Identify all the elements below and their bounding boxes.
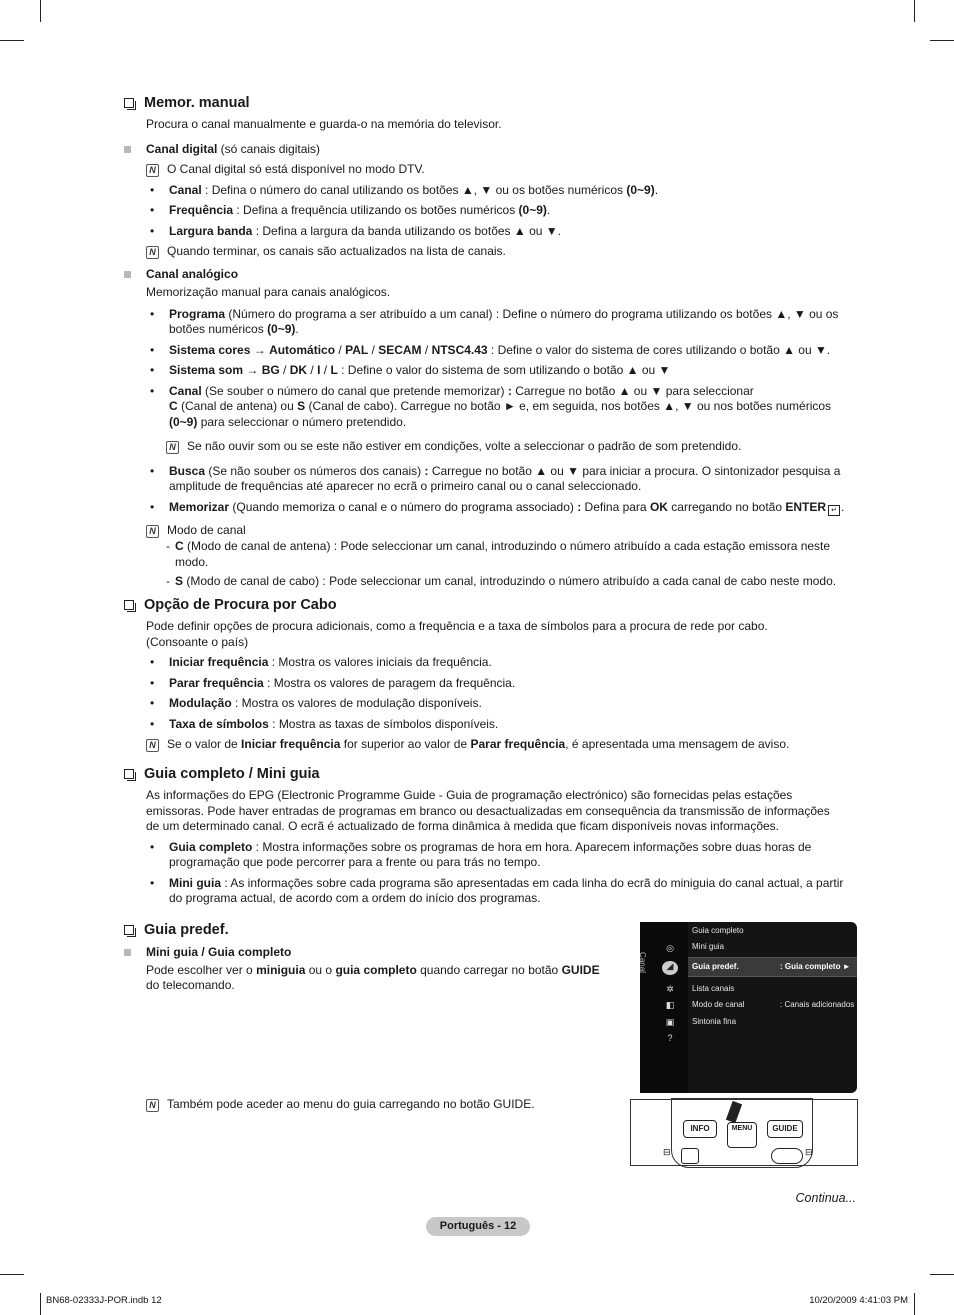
subheading-canal-analogico: Canal analógico	[124, 267, 860, 283]
menu-sidebar	[637, 922, 688, 1093]
crop-mark	[914, 0, 915, 22]
list-item: • Frequência : Defina a frequência utilizando os botões numéricos (0~9).	[150, 203, 551, 217]
note: N Também pode aceder ao menu do guia carregando no botão GUIDE.	[146, 1097, 535, 1113]
menu-item: Modo de canal : Canais adicionados	[692, 1000, 855, 1009]
note: N Quando terminar, os canais são actualizados na lista de canais.	[146, 244, 860, 260]
ttx-icon: ⊟	[663, 1147, 671, 1157]
menu-item: Sintonia fina	[692, 1017, 737, 1026]
list-item: • Iniciar frequência : Mostra os valores iniciais da frequência.	[150, 655, 492, 669]
square-bullet-icon	[124, 271, 131, 278]
section-heading: Opção de Procura por Cabo	[120, 597, 860, 613]
section-heading: Memor. manual	[120, 95, 860, 111]
crop-mark	[0, 40, 24, 41]
page-number-badge: Português - 12	[426, 1217, 530, 1236]
section-procura-cabo	[120, 597, 860, 753]
list-item: • Guia completo : Mostra informações sobre os programas de hora em hora. Aparecem informações sobre duas horas de programação que pode percorrer para a frente ou para trás no tempo.	[150, 839, 812, 869]
note-icon: N	[146, 246, 159, 259]
paragraph: As informações do EPG (Electronic Programme Guide - Guia de programação electrónico) são fornecidas pelas estações emissoras. Pode haver entradas de programas em branco ou desactualizadas em consequência da transmissão de informações de um determinado canal. O ecrã é actualizado de forma dinâmica à medida que ficam disponíveis novas informações.	[146, 788, 830, 833]
menu-item: Mini guia	[692, 942, 725, 951]
note-icon: N	[166, 441, 179, 454]
list-item: • Modulação : Mostra os valores de modulação disponíveis.	[150, 696, 482, 710]
paragraph: Pode escolher ver o miniguia ou o guia completo quando carregar no botão GUIDE do telecomando.	[146, 962, 600, 992]
paragraph: Memorização manual para canais analógicos.	[146, 285, 391, 299]
list-item: • Mini guia : As informações sobre cada programa são apresentadas em cada linha do ecrã do miniguia do canal actual, a partir do programa actual, de acordo com a ordem do início dos programas.	[150, 875, 844, 905]
list-item: • Canal : Defina o número do canal utilizando os botões ▲, ▼ ou os botões numéricos (0~9).	[150, 182, 659, 197]
tv-menu-screenshot	[637, 922, 857, 1093]
menu-item: Guia predef. : Guia completo ►	[692, 962, 851, 971]
list-item: - S (Modo de canal de cabo) : Pode seleccionar um canal, introduzindo o número atribuído a cada canal de cabo neste modo.	[166, 574, 837, 588]
input-icon: ◧	[665, 1000, 675, 1010]
remote-control-illustration	[630, 1099, 858, 1166]
list-item: • Taxa de símbolos : Mostra as taxas de símbolos disponíveis.	[150, 716, 499, 731]
list-item: • Sistema cores → Automático / PAL / SECAM / NTSC4.43 : Define o valor do sistema de cores utilizando o botão ▲ ou ▼.	[150, 342, 831, 357]
enter-icon: ↵	[828, 505, 840, 516]
tools-icon	[681, 1148, 699, 1164]
list-item: • Canal (Se souber o número do canal que pretende memorizar) : Carregue no botão ▲ ou ▼ para seleccionar C (Canal de antena) ou S (Canal de cabo). Carregue no botão ► e, em seguida, nos botões ▲, ▼ ou nos botões numéricos (0~9) para seleccionar o número pretendido.	[150, 383, 832, 429]
section-heading: Guia completo / Mini guia	[120, 766, 860, 782]
note-icon: N	[146, 525, 159, 538]
satellite-icon: ◢	[662, 961, 678, 975]
list-item: • Memorizar (Quando memoriza o canal e o número do programa associado) : Defina para OK carregando no botão ENTER ↵ .	[150, 499, 845, 514]
menu-item: Guia completo	[692, 926, 744, 935]
crop-mark	[40, 1293, 41, 1315]
list-item: • Parar frequência : Mostra os valores de paragem da frequência.	[150, 675, 516, 690]
gear-icon: ✲	[666, 984, 674, 994]
paragraph: Pode definir opções de procura adicionais, como a frequência e a taxa de símbolos para a procura de rede por cabo. (Consoante o país)	[146, 619, 768, 649]
imprint-date: 10/20/2009 4:41:03 PM	[809, 1295, 908, 1306]
note-icon: N	[146, 164, 159, 177]
cabo-options-list	[120, 655, 860, 732]
note-icon: N	[146, 1099, 159, 1112]
list-item: • Sistema som → BG / DK / I / L : Define o valor do sistema de som utilizando o botão ▲ ou ▼	[150, 363, 671, 377]
guide-button: GUIDE	[767, 1120, 803, 1138]
menu-button: MENU	[727, 1122, 757, 1148]
picture-icon: ◎	[666, 943, 674, 953]
section-intro: Procura o canal manualmente e guarda-o na memória do televisor.	[146, 117, 502, 131]
square-bullet-icon	[124, 146, 131, 153]
note: N Modo de canal	[146, 523, 860, 539]
imprint-file: BN68-02333J-POR.indb 12	[46, 1295, 162, 1306]
section-memor-manual	[120, 95, 860, 590]
note: N Se não ouvir som ou se este não estiver em condições, volte a seleccionar o padrão de som pretendido.	[166, 439, 860, 455]
checkbox-icon	[124, 769, 134, 779]
continua-label: Continua...	[795, 1191, 856, 1205]
crop-mark	[930, 1274, 954, 1275]
crop-mark	[0, 1274, 24, 1275]
subheading-mini-guia: Mini guia / Guia completo	[124, 945, 620, 961]
application-icon: ▣	[665, 1017, 675, 1027]
crop-mark	[930, 40, 954, 41]
menu-side-label: Canal	[637, 952, 647, 973]
ttx-icon: ⊟	[805, 1147, 813, 1157]
support-icon: ?	[667, 1033, 673, 1043]
note: N Se o valor de Iniciar frequência for superior ao valor de Parar frequência, é apresentada uma mensagem de aviso.	[146, 737, 860, 753]
square-bullet-icon	[124, 949, 131, 956]
crop-mark	[914, 1293, 915, 1315]
section-heading: Guia predef.	[120, 922, 620, 938]
return-icon	[771, 1148, 803, 1164]
section-guia-predef	[120, 922, 620, 994]
info-button: INFO	[683, 1120, 717, 1138]
note-icon: N	[146, 739, 159, 752]
list-item: • Programa (Número do programa a ser atribuído a um canal) : Define o número do programa utilizando os botões ▲, ▼ ou os botões numéricos (0~9).	[150, 306, 839, 336]
crop-mark	[40, 0, 41, 22]
checkbox-icon	[124, 98, 134, 108]
checkbox-icon	[124, 600, 134, 610]
list-item: • Largura banda : Defina a largura da banda utilizando os botões ▲ ou ▼.	[150, 223, 561, 238]
section-guia-completo	[120, 766, 860, 907]
menu-item: Lista canais	[692, 984, 735, 993]
note: N O Canal digital só está disponível no modo DTV.	[146, 162, 860, 178]
list-item: - C (Modo de canal de antena) : Pode seleccionar um canal, introduzindo o número atribuído a cada estação emissora neste modo.	[166, 539, 831, 569]
list-item: • Busca (Se não souber os números dos canais) : Carregue no botão ▲ ou ▼ para iniciar a procura. O sintonizador pesquisa a amplitude de frequências até aparecer no ecrã o primeiro canal ou o canal seleccionado.	[150, 463, 841, 493]
subheading-canal-digital: Canal digital (só canais digitais)	[124, 142, 860, 158]
checkbox-icon	[124, 925, 134, 935]
